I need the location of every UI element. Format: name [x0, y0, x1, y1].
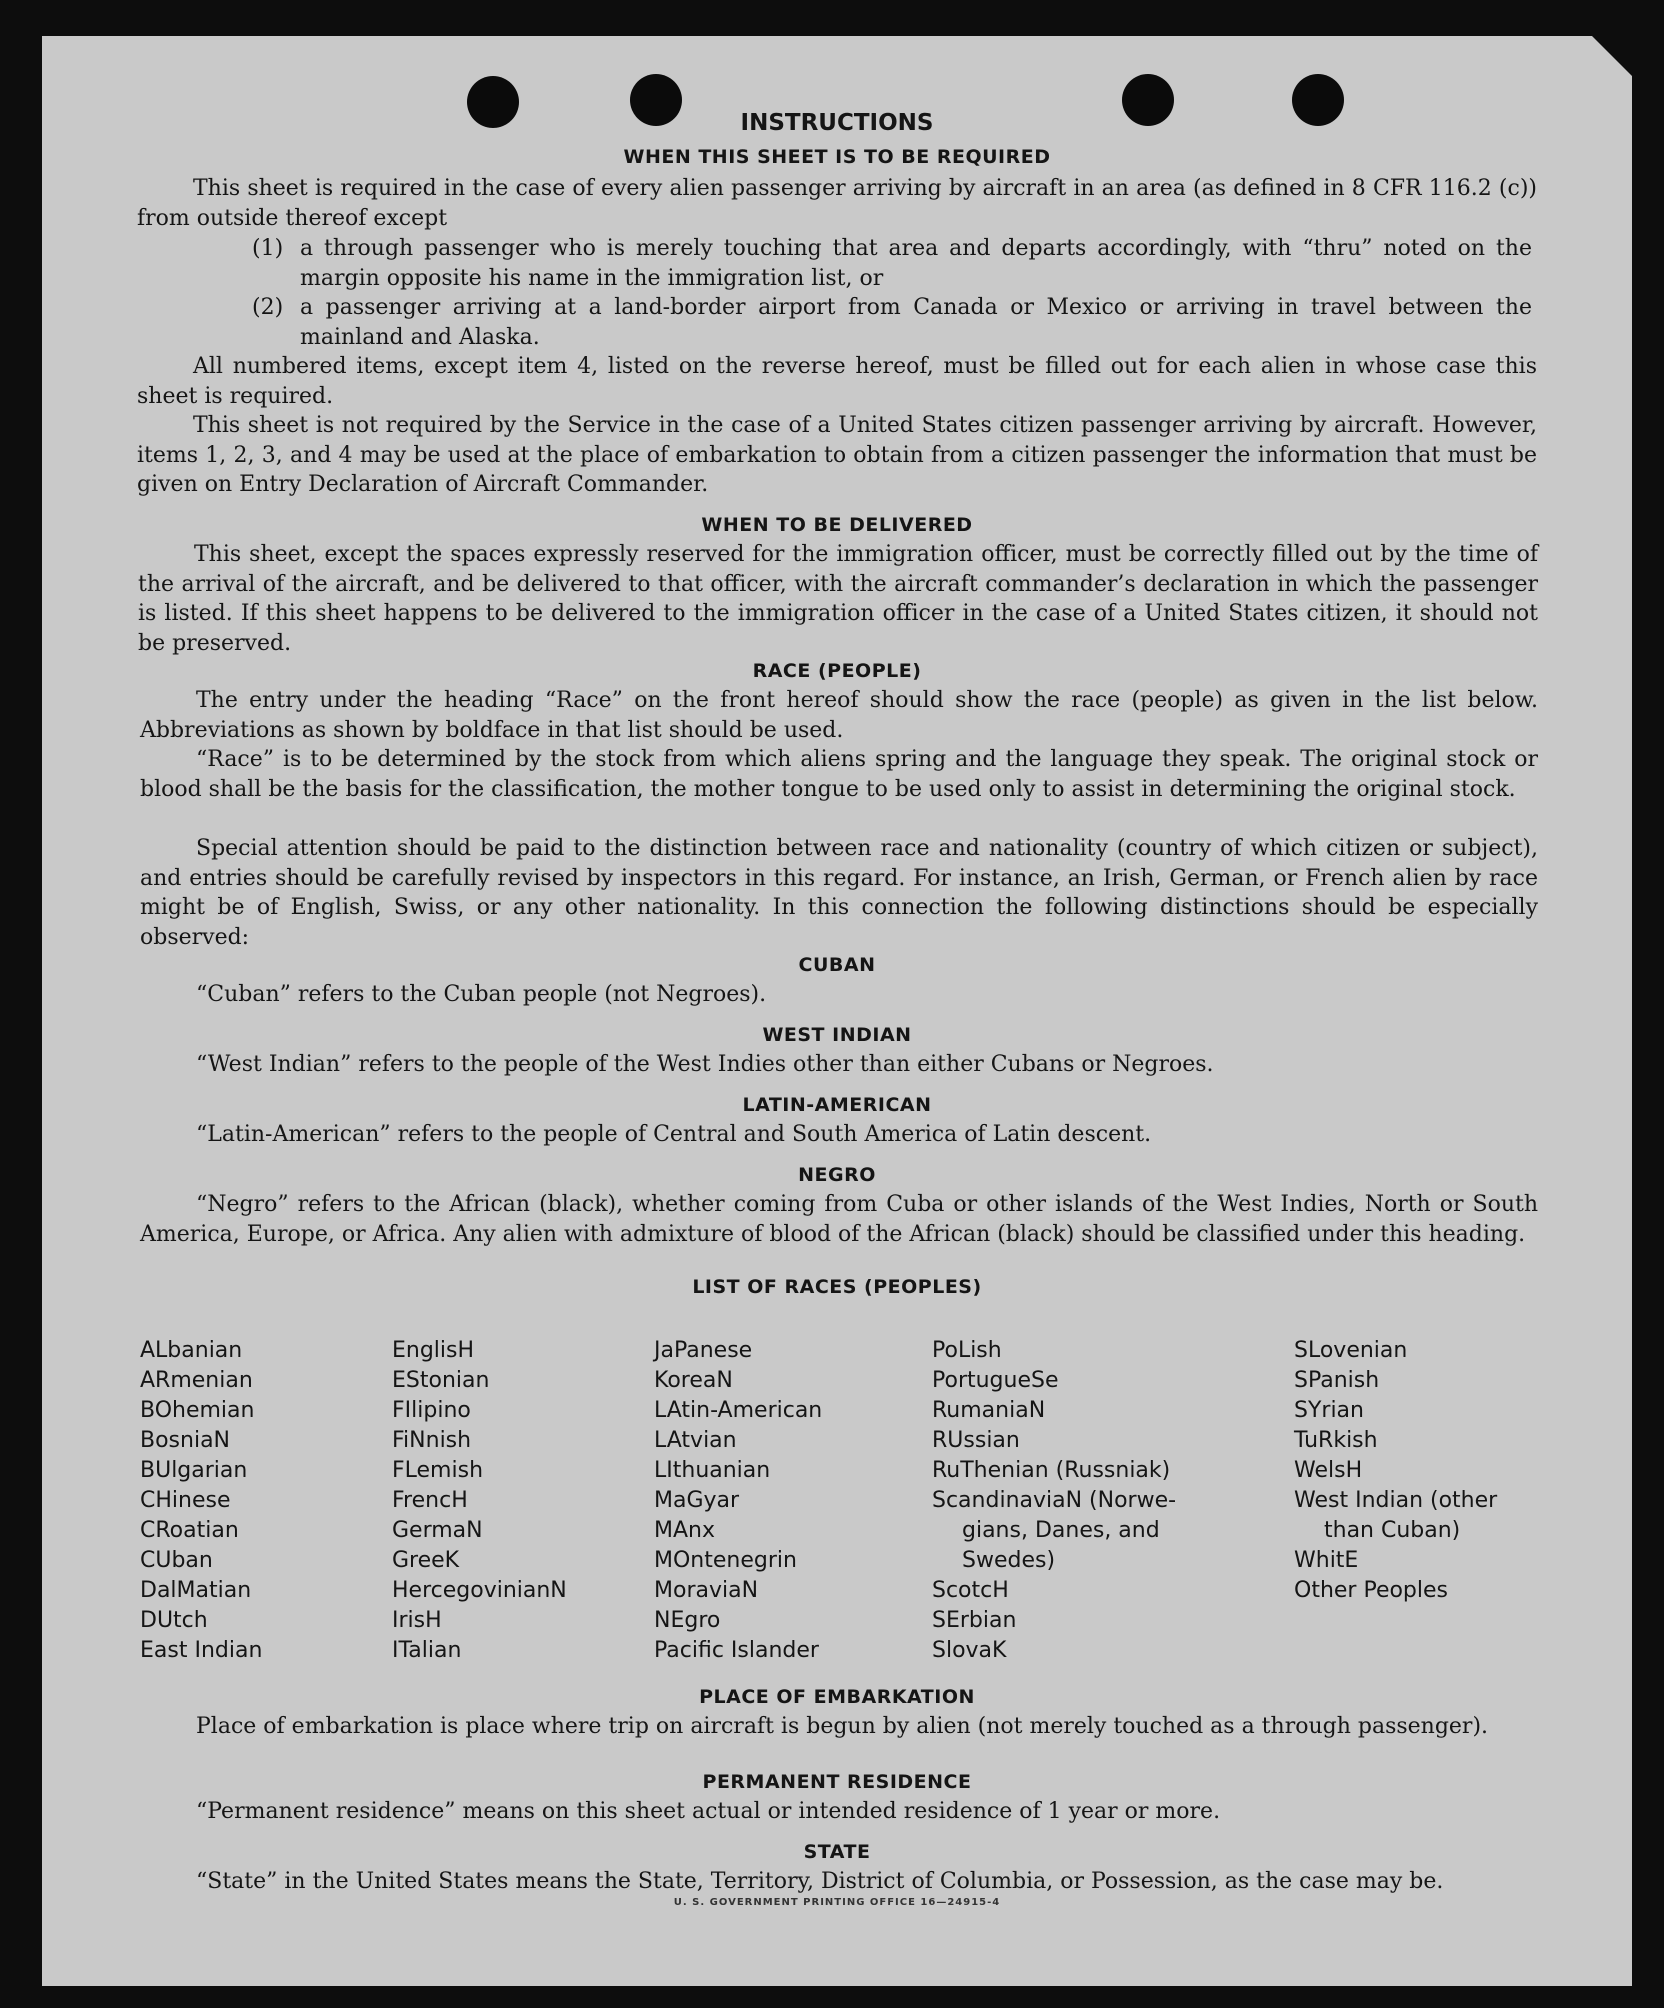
race-entry: PortugueSe: [932, 1368, 1059, 1393]
race-entry: FIlipino: [392, 1398, 471, 1423]
race-column-3: [654, 1336, 822, 1666]
race-entry: CHinese: [140, 1488, 231, 1513]
race-entry-continuation: Swedes): [962, 1548, 1056, 1573]
item-text: a through passenger who is merely touching that area and departs accordingly, with “thru” noted on the margin opposite his name in the immigration list, or: [300, 236, 1532, 291]
paragraph-cuban: “Cuban” refers to the Cuban people (not Negroes).: [196, 982, 767, 1007]
race-entry: GermaN: [392, 1518, 483, 1543]
race-entry: BOhemian: [140, 1398, 255, 1423]
heading-when-required: WHEN THIS SHEET IS TO BE REQUIRED: [623, 146, 1051, 168]
heading-cuban: CUBAN: [798, 954, 876, 976]
race-entry: CUban: [140, 1548, 213, 1573]
race-entry: WelsH: [1294, 1458, 1363, 1483]
list-item: [252, 293, 1532, 352]
race-entry: FrencH: [392, 1488, 468, 1513]
race-entry: EnglisH: [392, 1338, 475, 1363]
race-entry: MAnx: [654, 1518, 715, 1543]
race-entry: FLemish: [392, 1458, 484, 1483]
race-entry: FiNnish: [392, 1428, 472, 1453]
race-entry: East Indian: [140, 1638, 263, 1663]
folded-corner: [1592, 36, 1632, 76]
race-entry: LIthuanian: [654, 1458, 771, 1483]
race-entry: PoLish: [932, 1338, 1002, 1363]
heading-list-of-races: LIST OF RACES (PEOPLES): [692, 1276, 982, 1298]
race-entry: RumaniaN: [932, 1398, 1046, 1423]
race-entry: HercegovinianN: [392, 1578, 567, 1603]
race-entry: LAtvian: [654, 1428, 737, 1453]
race-entry: ALbanian: [140, 1338, 243, 1363]
paragraph-race-entry: The entry under the heading “Race” on the front hereof should show the race (people) as given in the list below. Abbreviations as shown by boldface in that list should be used.: [140, 688, 1538, 743]
race-entry: Pacific Islander: [654, 1638, 819, 1663]
race-entry: DUtch: [140, 1608, 208, 1633]
race-column-4: [932, 1336, 1176, 1666]
race-entry: WhitE: [1294, 1548, 1359, 1573]
race-entry: NEgro: [654, 1608, 721, 1633]
paragraph-race-determination: “Race” is to be determined by the stock from which aliens spring and the language they speak. The original stock or blood shall be the basis for the classification, the mother tongue to be used only to assist in determining the original stock.: [140, 747, 1538, 802]
heading-latin-american: LATIN-AMERICAN: [742, 1094, 932, 1116]
instruction-sheet: [42, 36, 1632, 1986]
race-column-2: [392, 1336, 567, 1666]
race-entry: SPanish: [1294, 1368, 1380, 1393]
heading-embarkation: PLACE OF EMBARKATION: [699, 1686, 975, 1708]
race-entry: EStonian: [392, 1368, 490, 1393]
race-entry: ITalian: [392, 1638, 462, 1663]
race-entry-continuation: gians, Danes, and: [962, 1518, 1160, 1543]
race-entry-continuation: than Cuban): [1324, 1518, 1461, 1543]
race-entry: SErbian: [932, 1608, 1017, 1633]
race-entry: MaGyar: [654, 1488, 740, 1513]
heading-when-delivered: WHEN TO BE DELIVERED: [701, 514, 973, 536]
paragraph-citizen-passenger: This sheet is not required by the Service in the case of a United States citizen passenger arriving by aircraft. However, items 1, 2, 3, and 4 may be used at the place of embarkation to obtain from a citizen passenger the information that must be given on Entry Declaration of Aircraft Commander.: [137, 413, 1537, 497]
printer-imprint: U. S. GOVERNMENT PRINTING OFFICE 16—24915-4: [673, 1897, 1001, 1908]
race-entry: DalMatian: [140, 1578, 252, 1603]
race-entry: Other Peoples: [1294, 1578, 1449, 1603]
race-column-1: [140, 1336, 262, 1666]
race-entry: KoreaN: [654, 1368, 733, 1393]
heading-negro: NEGRO: [798, 1164, 876, 1186]
race-entry: BosniaN: [140, 1428, 231, 1453]
paragraph-latin-american: “Latin-American” refers to the people of Central and South America of Latin descent.: [196, 1122, 1152, 1147]
paragraph-permanent-residence: “Permanent residence” means on this sheet actual or intended residence of 1 year or more.: [196, 1799, 1221, 1824]
paragraph-when-required-intro: This sheet is required in the case of every alien passenger arriving by aircraft in an area (as defined in 8 CFR 116.2 (c)) from outside thereof except: [137, 176, 1537, 231]
race-entry: CRoatian: [140, 1518, 239, 1543]
heading-permanent-residence: PERMANENT RESIDENCE: [702, 1771, 972, 1793]
page-title: INSTRUCTIONS: [740, 110, 934, 136]
race-entry: GreeK: [392, 1548, 460, 1573]
race-entry: LAtin-American: [654, 1398, 823, 1423]
race-entry: RUssian: [932, 1428, 1020, 1453]
item-text: a passenger arriving at a land-border airport from Canada or Mexico or arriving in travel between the mainland and Alaska.: [300, 295, 1532, 350]
item-number: (1): [252, 236, 284, 261]
race-entry: ARmenian: [140, 1368, 253, 1393]
race-entry: RuThenian (Russniak): [932, 1458, 1171, 1483]
item-number: (2): [252, 295, 284, 320]
paragraph-embarkation: Place of embarkation is place where trip on aircraft is begun by alien (not merely touched as a through passenger).: [196, 1714, 1489, 1739]
race-entry: ScandinaviaN (Norwe-: [932, 1488, 1177, 1513]
race-entry: West Indian (other: [1294, 1488, 1498, 1513]
heading-state: STATE: [803, 1841, 871, 1863]
heading-race: RACE (PEOPLE): [752, 660, 922, 682]
paragraph-numbered-items: All numbered items, except item 4, listed on the reverse hereof, must be filled out for each alien in whose case this sheet is required.: [137, 354, 1537, 409]
race-entry: SLovenian: [1294, 1338, 1408, 1363]
race-entry: TuRkish: [1294, 1428, 1378, 1453]
paragraph-negro: “Negro” refers to the African (black), whether coming from Cuba or other islands of the West Indies, North or South America, Europe, or Africa. Any alien with admixture of blood of the African (black) should be classified under this heading.: [140, 1192, 1538, 1247]
paragraph-state: “State” in the United States means the State, Territory, District of Columbia, or Possession, as the case may be.: [196, 1869, 1444, 1894]
race-entry: JaPanese: [654, 1338, 753, 1363]
race-column-5: [1294, 1336, 1497, 1606]
race-entry: MOntenegrin: [654, 1548, 797, 1573]
paragraph-when-delivered: This sheet, except the spaces expressly reserved for the immigration officer, must be correctly filled out by the time of the arrival of the aircraft, and be delivered to that officer, with the aircraft commander’s declaration in which the passenger is listed. If this sheet happens to be delivered to the immigration officer in the case of a United States citizen, it should not be preserved.: [138, 542, 1538, 656]
race-entry: SlovaK: [932, 1638, 1007, 1663]
race-entry: IrisH: [392, 1608, 442, 1633]
paragraph-race-nationality: Special attention should be paid to the distinction between race and nationality (country of which citizen or subject), and entries should be carefully revised by inspectors in this regard. For instance, an Irish, German, or French alien by race might be of English, Swiss, or any other nationality. In this connection the following distinctions should be especially observed:: [140, 836, 1538, 950]
race-entry: MoraviaN: [654, 1578, 759, 1603]
list-item: [252, 234, 1532, 293]
race-entry: BUlgarian: [140, 1458, 248, 1483]
race-entry: ScotcH: [932, 1578, 1009, 1603]
paragraph-west-indian: “West Indian” refers to the people of the West Indies other than either Cubans or Negroes.: [196, 1052, 1214, 1077]
heading-west-indian: WEST INDIAN: [762, 1024, 912, 1046]
race-entry: SYrian: [1294, 1398, 1364, 1423]
